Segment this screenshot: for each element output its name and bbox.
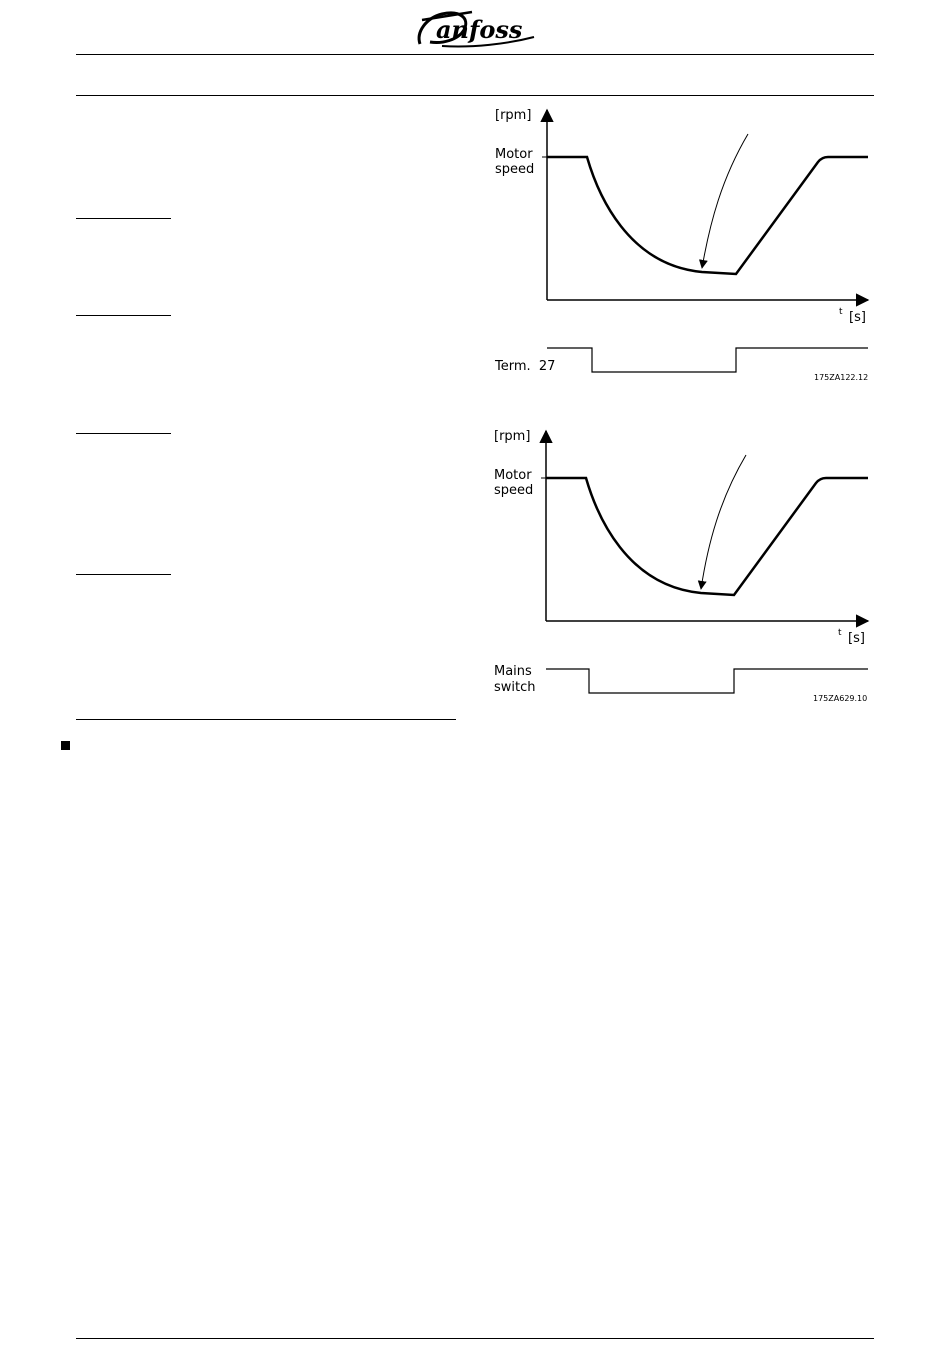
y-unit-label: [rpm] xyxy=(494,429,531,444)
signal-waveform xyxy=(546,669,868,693)
section-end-rule xyxy=(76,719,456,720)
annotation-arrow xyxy=(702,134,748,268)
motor-speed-diagram-term27 xyxy=(470,100,880,390)
motor-speed-curve xyxy=(547,157,868,274)
y-label-line1: Motor xyxy=(495,147,533,162)
signal-label-line2: switch xyxy=(494,680,536,695)
x-axis-label-unit: [s] xyxy=(848,631,865,646)
danfoss-logo xyxy=(412,4,538,50)
y-unit-label: [rpm] xyxy=(495,108,532,123)
section-rule-4 xyxy=(76,574,171,575)
figure-code: 175ZA629.10 xyxy=(813,694,868,703)
annotation-arrow xyxy=(701,455,746,589)
y-label-line2: speed xyxy=(495,162,535,177)
section-rule-2 xyxy=(76,315,171,316)
motor-speed-curve xyxy=(546,478,868,595)
footer-rule xyxy=(76,1338,874,1339)
figure-code: 175ZA122.12 xyxy=(814,373,869,382)
bullet-square-icon xyxy=(61,741,70,750)
motor-speed-diagram-mains-switch xyxy=(470,421,880,711)
y-label-line1: Motor xyxy=(494,468,532,483)
x-axis-label-unit: [s] xyxy=(849,310,866,325)
signal-label-line1: Term. 27 xyxy=(495,359,556,374)
x-axis-label-t: t xyxy=(839,307,843,317)
signal-waveform xyxy=(547,348,868,372)
header-rule-top xyxy=(76,54,874,55)
signal-label-line1: Mains xyxy=(494,664,532,679)
section-rule-3 xyxy=(76,433,171,434)
x-axis-label-t: t xyxy=(838,628,842,638)
header-rule-bottom xyxy=(76,95,874,96)
y-label-line2: speed xyxy=(494,483,534,498)
svg-text:anfoss: anfoss xyxy=(436,15,523,44)
section-rule-1 xyxy=(76,218,171,219)
